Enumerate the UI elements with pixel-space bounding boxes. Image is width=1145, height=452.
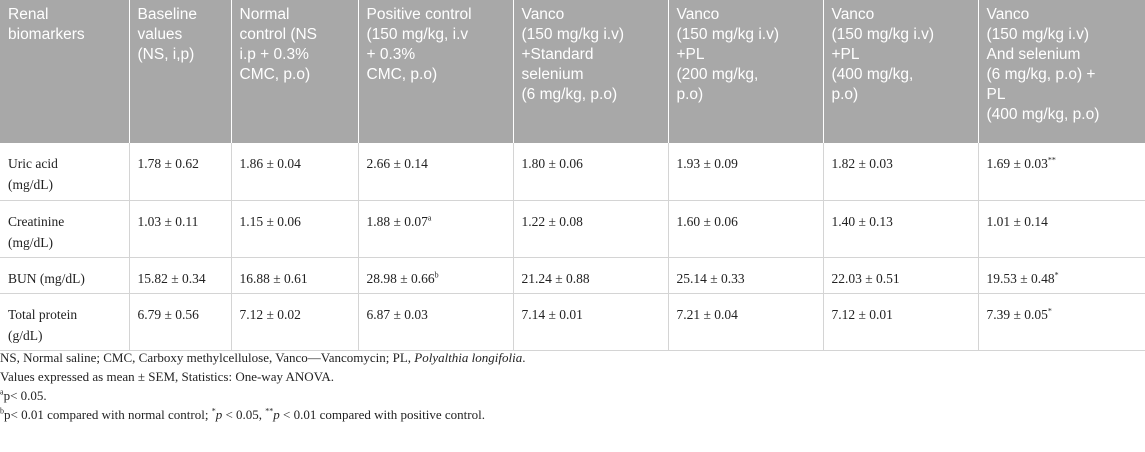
table-cell: 7.14 ± 0.01 <box>513 293 668 350</box>
table-row <box>0 293 1145 350</box>
row-label-line2: (g/dL) <box>8 327 43 343</box>
table-cell <box>978 257 1145 293</box>
row-label-line2: (mg/dL) <box>8 234 53 250</box>
footnote-abbreviations <box>0 348 1145 367</box>
row-label-line1: BUN (mg/dL) <box>8 270 85 286</box>
cell-superscript: b <box>434 270 439 279</box>
table-cell: 15.82 ± 0.34 <box>129 257 231 293</box>
table-cell: 21.24 ± 0.88 <box>513 257 668 293</box>
table-cell: 6.79 ± 0.56 <box>129 293 231 350</box>
header-renal-biomarkers: Renal biomarkers <box>0 0 129 143</box>
table-cell <box>978 200 1145 257</box>
footnote-abbrev-end: . <box>522 350 526 365</box>
footnote-abbrev-text: NS, Normal saline; CMC, Carboxy methylcellulose, Vanco—Vancomycin; PL, <box>0 350 415 365</box>
table-cell: 16.88 ± 0.61 <box>231 257 358 293</box>
footnote-values-note: Values expressed as mean ± SEM, Statistics: One-way ANOVA. <box>0 369 335 384</box>
footnote-b-text: p< 0.01 compared with normal control; <box>4 407 212 422</box>
table-cell: 25.14 ± 0.33 <box>668 257 823 293</box>
cell-value: 28.98 ± 0.66 <box>366 270 435 286</box>
table-cell: 1.40 ± 0.13 <box>823 200 978 257</box>
header-baseline-values: Baseline values (NS, i,p) <box>129 0 231 143</box>
table-row <box>0 200 1145 257</box>
row-label-cell <box>0 257 129 293</box>
footnote-a-text: p< 0.05. <box>3 388 47 403</box>
header-vanco-pl-200: Vanco (150 mg/kg i.v) +PL (200 mg/kg, p.o) <box>668 0 823 143</box>
table-cell <box>358 143 513 200</box>
header-normal-control: Normal control (NS i.p + 0.3% CMC, p.o) <box>231 0 358 143</box>
footnote-b-p: p <box>215 407 223 422</box>
table-cell <box>978 293 1145 350</box>
footnote-b-star: * <box>211 406 216 416</box>
row-label-cell <box>0 293 129 350</box>
table-footnotes <box>0 348 1145 424</box>
table-row <box>0 257 1145 293</box>
row-label-line2: (mg/dL) <box>8 177 53 192</box>
row-label-line1: Uric acid <box>8 156 58 171</box>
header-row <box>0 0 1145 143</box>
footnote-species-name: Polyalthia longifolia <box>414 350 523 365</box>
cell-superscript: ** <box>1047 155 1056 165</box>
table-cell <box>358 257 513 293</box>
footnote-b-text: < 0.05, <box>222 407 266 422</box>
table-cell <box>978 143 1145 200</box>
footnote-b-mark: b <box>0 406 4 416</box>
table-cell <box>358 200 513 257</box>
table-cell: 1.80 ± 0.06 <box>513 143 668 200</box>
footnote-a <box>0 386 1145 405</box>
table-cell: 1.60 ± 0.06 <box>668 200 823 257</box>
cell-superscript: * <box>1054 270 1059 279</box>
table-cell <box>358 293 513 350</box>
footnote-b-p: p <box>273 407 280 422</box>
cell-value: 6.87 ± 0.03 <box>366 306 428 322</box>
table-cell: 1.82 ± 0.03 <box>823 143 978 200</box>
header-vanco-pl-400: Vanco (150 mg/kg i.v) +PL (400 mg/kg, p.o) <box>823 0 978 143</box>
table-cell: 7.12 ± 0.02 <box>231 293 358 350</box>
cell-value: 1.88 ± 0.07 <box>366 213 428 229</box>
cell-superscript: * <box>1047 306 1052 315</box>
cell-value: 7.39 ± 0.05 <box>986 306 1048 322</box>
cell-value: 1.69 ± 0.03 <box>986 156 1048 171</box>
header-positive-control: Positive control (150 mg/kg, i.v + 0.3% CMC, p.o) <box>358 0 513 143</box>
table-cell: 1.03 ± 0.11 <box>129 200 231 257</box>
footnote-b-text: < 0.01 compared with positive control. <box>279 407 485 422</box>
table-cell: 7.12 ± 0.01 <box>823 293 978 350</box>
header-vanco-selenium-pl-400: Vanco (150 mg/kg i.v) And selenium (6 mg/kg, p.o) + PL (400 mg/kg, p.o) <box>978 0 1145 143</box>
cell-value: 1.01 ± 0.14 <box>986 213 1048 229</box>
cell-superscript: a <box>427 213 432 222</box>
table-row <box>0 143 1145 200</box>
table-cell: 1.22 ± 0.08 <box>513 200 668 257</box>
cell-value: 19.53 ± 0.48 <box>986 270 1055 286</box>
table-cell: 1.93 ± 0.09 <box>668 143 823 200</box>
row-label-cell <box>0 200 129 257</box>
row-label-line1: Total protein <box>8 306 78 322</box>
table-cell: 7.21 ± 0.04 <box>668 293 823 350</box>
table-cell: 22.03 ± 0.51 <box>823 257 978 293</box>
table-cell: 1.78 ± 0.62 <box>129 143 231 200</box>
table-cell: 1.86 ± 0.04 <box>231 143 358 200</box>
row-label-line1: Creatinine <box>8 213 65 229</box>
cell-value: 2.66 ± 0.14 <box>366 156 428 171</box>
footnote-b-star: ** <box>265 406 274 416</box>
footnote-a-mark: a <box>0 387 4 397</box>
header-vanco-standard-selenium: Vanco (150 mg/kg i.v) +Standard selenium (6 mg/kg, p.o) <box>513 0 668 143</box>
row-label-cell <box>0 143 129 200</box>
footnote-b <box>0 405 1145 424</box>
table-cell: 1.15 ± 0.06 <box>231 200 358 257</box>
